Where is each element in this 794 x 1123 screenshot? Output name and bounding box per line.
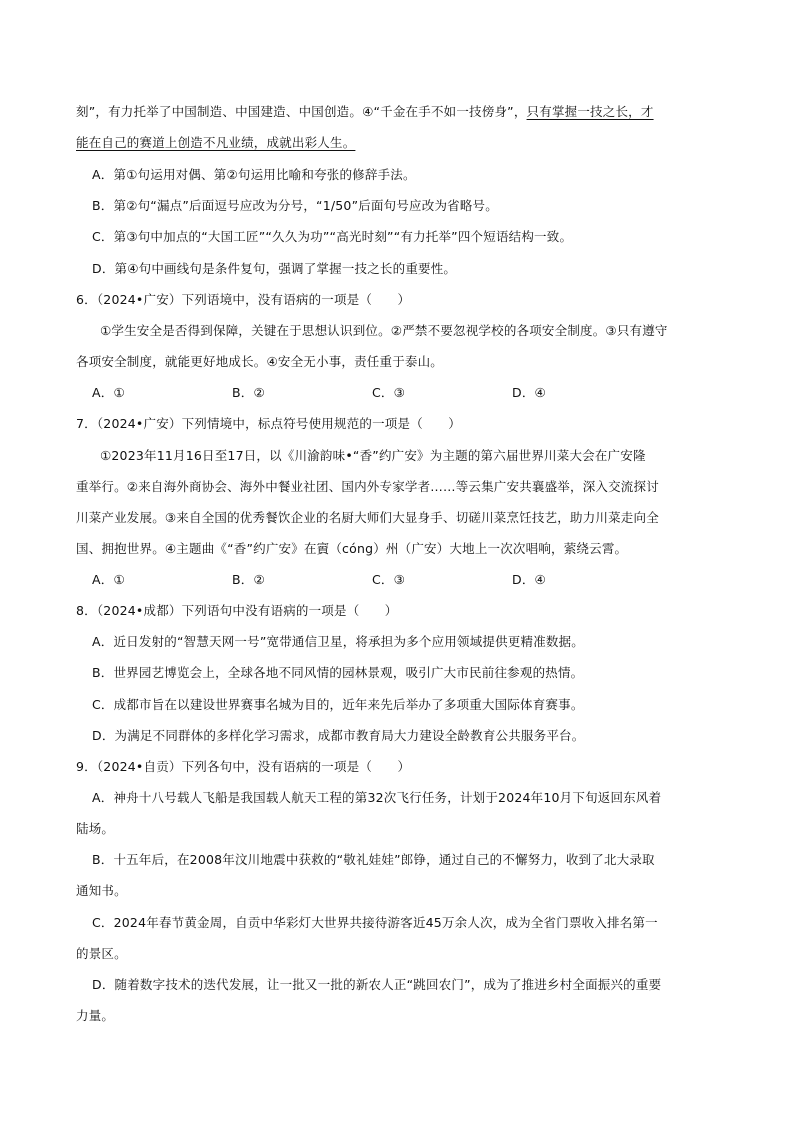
q6-option-b[interactable]: B．②	[232, 385, 265, 400]
q6-option-c[interactable]: C．③	[372, 385, 406, 400]
q9-option-b-line-2[interactable]: 通知书。	[76, 883, 127, 898]
q6-stem: 6．（2024•广安）下列语境中，没有语病的一项是（ ）	[76, 292, 411, 307]
q8-option-c[interactable]: C．成都市旨在以建设世界赛事名城为目的，近年来先后举办了多项重大国际体育赛事。	[92, 697, 584, 712]
q7-option-b[interactable]: B．②	[232, 572, 265, 587]
underlined-sentence-part: 只有掌握一技之长，才	[526, 104, 654, 119]
q9-option-a-line-1[interactable]: A．神舟十八号载人飞船是我国载人航天工程的第32次飞行任务，计划于2024年10月下旬返回东风着	[92, 790, 662, 805]
q8-option-a[interactable]: A．近日发射的“智慧天网一号”宽带通信卫星，将承担为多个应用领域提供更精准数据。	[92, 634, 585, 649]
q7-body-line-2: 重举行。②来自海外商协会、海外中餐业社团、国内外专家学者……等云集广安共襄盛举，深入交流探讨	[76, 479, 659, 494]
q8-option-b[interactable]: B．世界园艺博览会上，全球各地不同风情的园林景观，吸引广大市民前往参观的热情。	[92, 665, 584, 680]
q9-option-d-line-1[interactable]: D．随着数字技术的迭代发展，让一批又一批的新农人正“跳回农门”，成为了推进乡村全面振兴的重要	[92, 977, 662, 992]
q5-option-d[interactable]: D．第④句中画线句是条件复句，强调了掌握一技之长的重要性。	[92, 261, 457, 276]
q6-body-line-2: 各项安全制度，就能更好地成长。④安全无小事，责任重于泰山。	[76, 354, 444, 369]
q7-body-line-4: 国、拥抱世界。④主题曲《“香”约广安》在賨（cóng）州（广安）大地上一次次唱响，萦绕云霄。	[76, 541, 628, 556]
q7-stem: 7．（2024•广安）下列情境中，标点符号使用规范的一项是（ ）	[76, 416, 461, 431]
q5-text-line-1: 刻”，有力托举了中国制造、中国建造、中国创造。④“千金在手不如一技傍身”，只有掌握一技之长，才	[76, 104, 654, 119]
q6-option-a[interactable]: A．①	[92, 385, 125, 400]
q5-text-line-2: 能在自己的赛道上创造不凡业绩，成就出彩人生。	[76, 135, 356, 150]
q5-option-a[interactable]: A．第①句运用对偶、第②句运用比喻和夸张的修辞手法。	[92, 167, 416, 182]
q9-option-d-line-2[interactable]: 力量。	[76, 1008, 115, 1023]
q7-option-c[interactable]: C．③	[372, 572, 406, 587]
q9-option-c-line-2[interactable]: 的景区。	[76, 946, 127, 961]
q7-option-a[interactable]: A．①	[92, 572, 125, 587]
q6-options	[92, 384, 652, 402]
q6-body-line-1: ①学生安全是否得到保障，关键在于思想认识到位。②严禁不要忽视学校的各项安全制度。③只有遵守	[100, 323, 668, 338]
q9-stem: 9．（2024•自贡）下列各句中，没有语病的一项是（ ）	[76, 759, 411, 774]
q5-option-c[interactable]: C．第③句中加点的“大国工匠”“久久为功”“高光时刻”“有力托举”四个短语结构一致。	[92, 229, 573, 244]
q8-option-d[interactable]: D．为满足不同群体的多样化学习需求，成都市教育局大力建设全龄教育公共服务平台。	[92, 728, 585, 743]
q5-option-b[interactable]: B．第②句“漏点”后面逗号应改为分号，“1/50”后面句号应改为省略号。	[92, 198, 498, 213]
q9-option-c-line-1[interactable]: C．2024年春节黄金周，自贡中华彩灯大世界共接待游客近45万余人次，成为全省门票收入排名第一	[92, 915, 658, 930]
q8-stem: 8．（2024•成都）下列语句中没有语病的一项是（ ）	[76, 603, 398, 618]
q6-option-d[interactable]: D．④	[512, 385, 546, 400]
q7-body-line-3: 川菜产业发展。③来自全国的优秀餐饮企业的名厨大师们大显身手、切磋川菜烹饪技艺，助力川菜走向全	[76, 510, 659, 525]
q9-option-b-line-1[interactable]: B．十五年后，在2008年汶川地震中获救的“敬礼娃娃”郎铮，通过自己的不懈努力，收到了北大录取	[92, 852, 655, 867]
q7-option-d[interactable]: D．④	[512, 572, 546, 587]
q7-options	[92, 571, 652, 589]
q9-option-a-line-2[interactable]: 陆场。	[76, 821, 115, 836]
q7-body-line-1: ①2023年11月16日至17日，以《川渝韵味•“香”约广安》为主题的第六届世界川菜大会在广安隆	[100, 448, 646, 463]
